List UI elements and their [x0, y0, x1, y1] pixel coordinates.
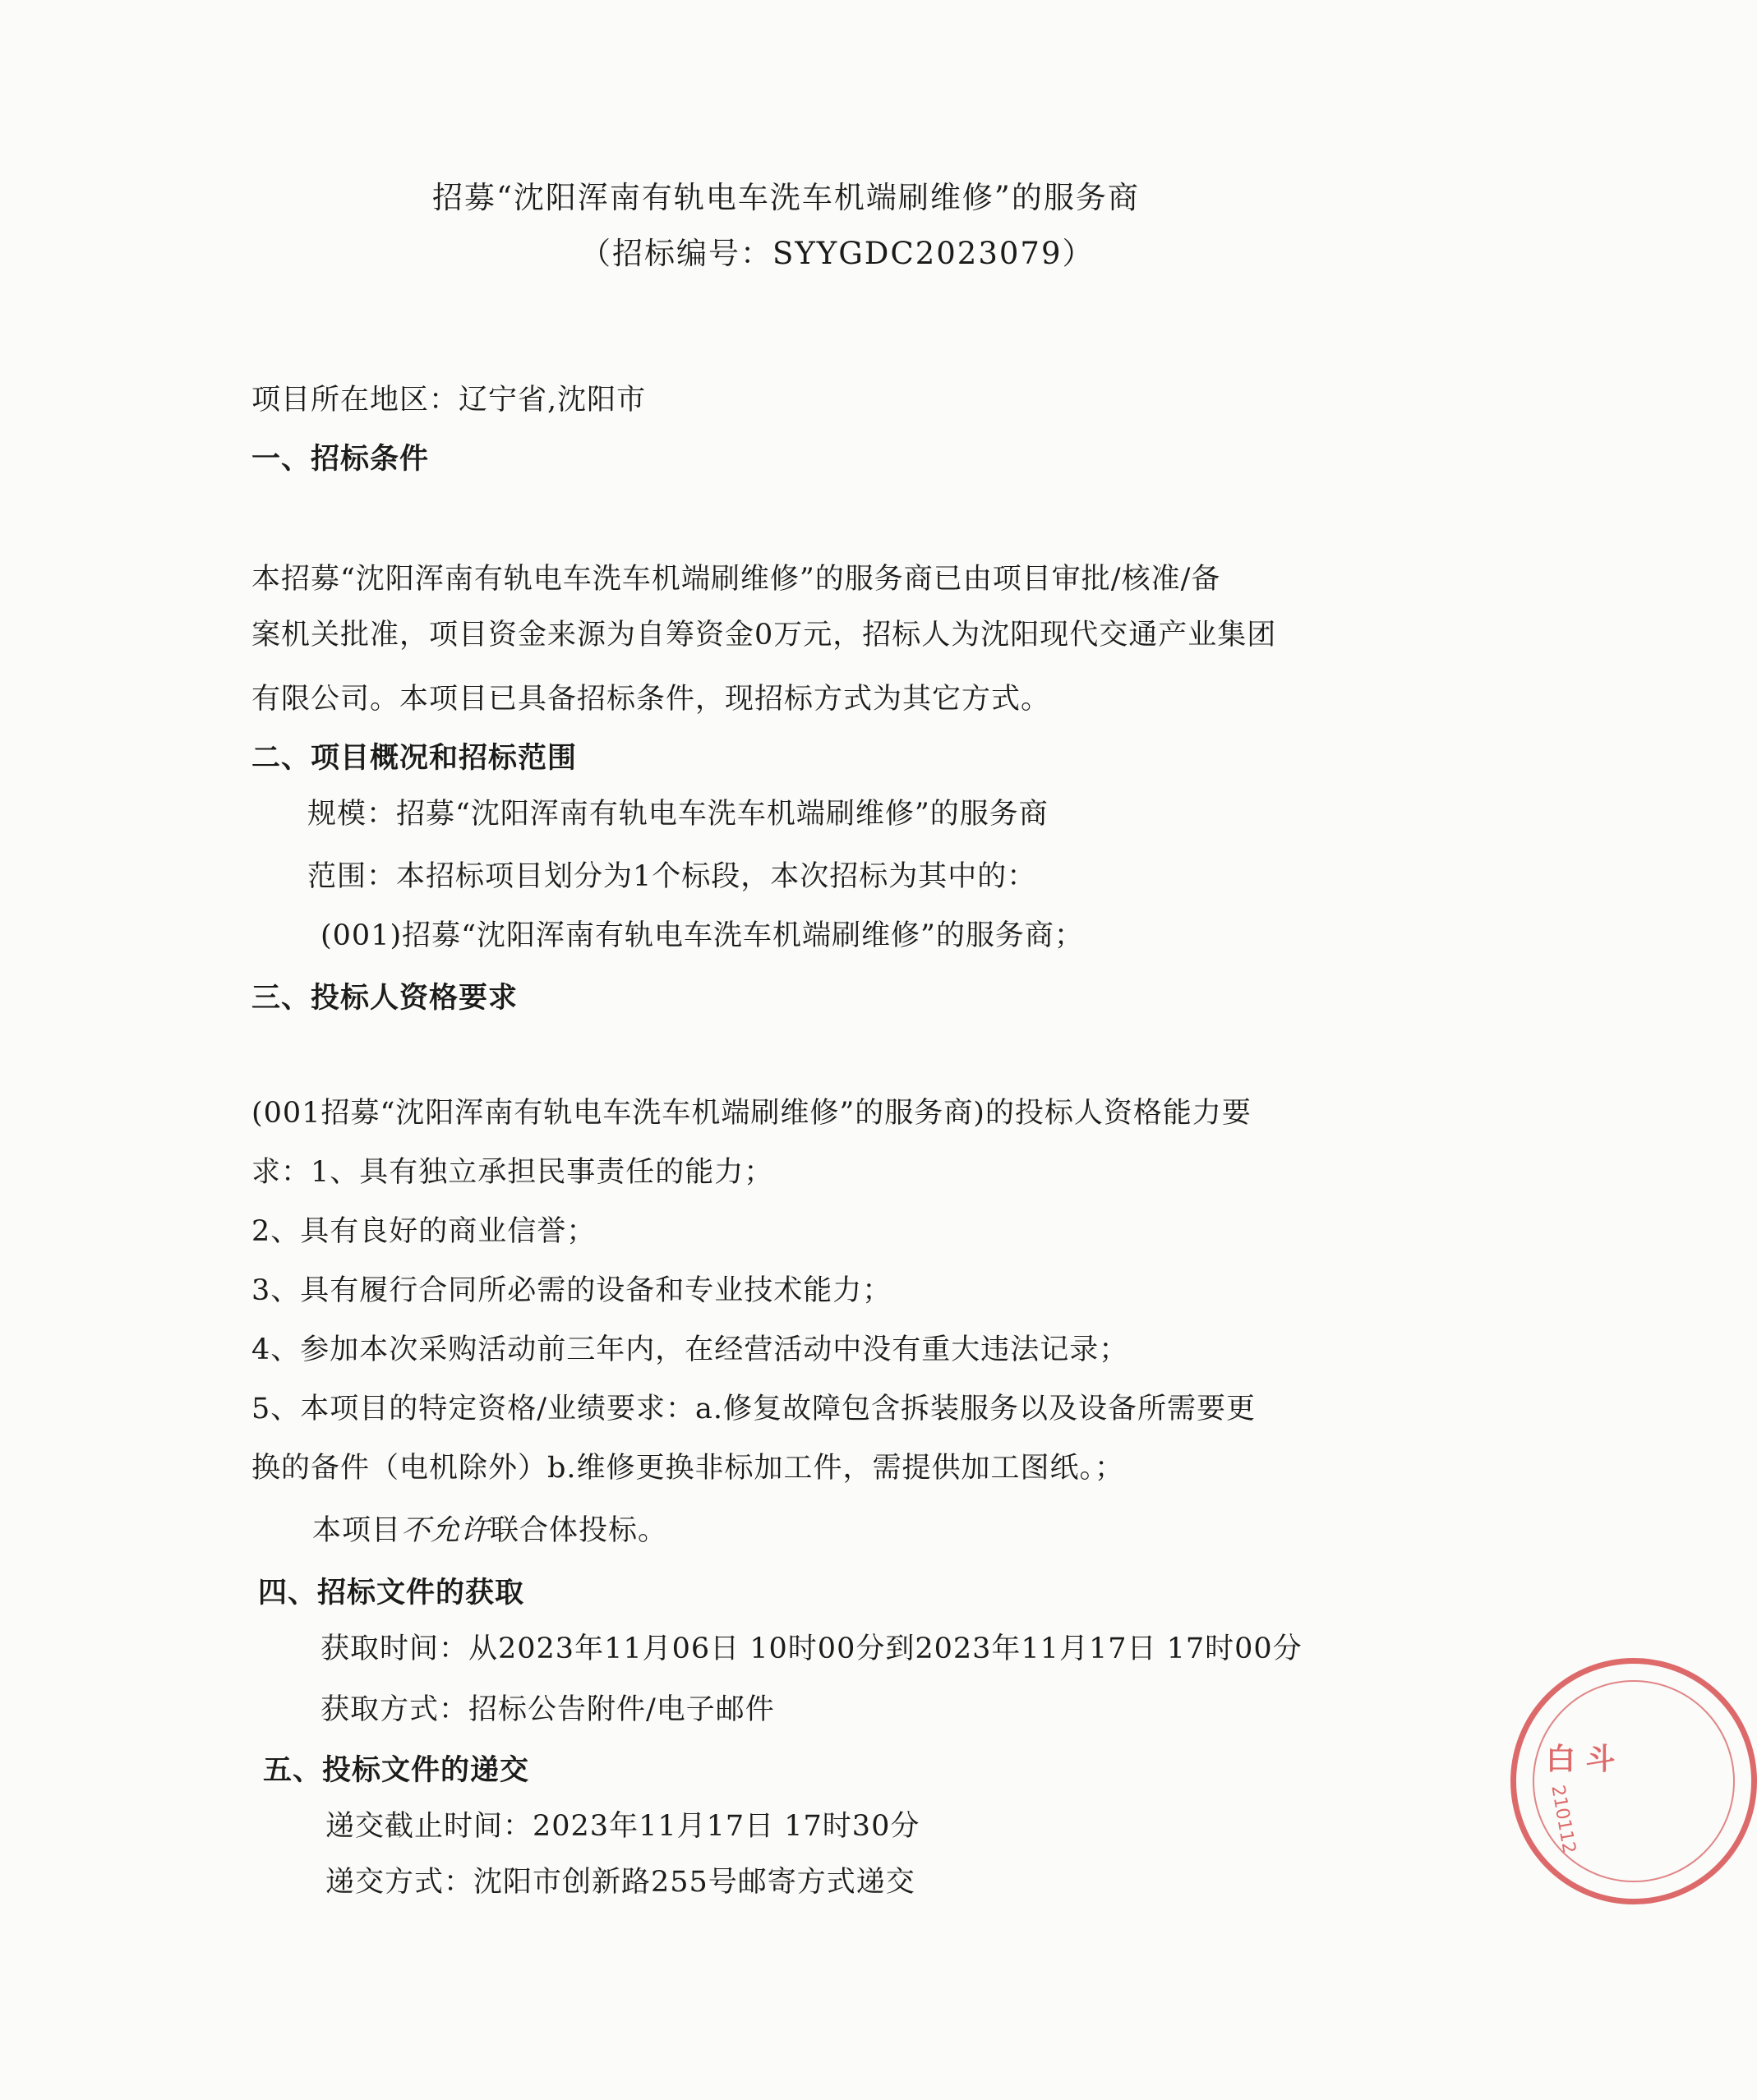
section-3-requirement: 求：1、具有独立承担民事责任的能力；	[251, 1156, 774, 1189]
section-3-requirement: 4、参加本次采购活动前三年内，在经营活动中没有重大违法记录；	[251, 1333, 1129, 1366]
project-region: 项目所在地区：辽宁省,沈阳市	[251, 384, 647, 417]
consortium-suffix: 联合体投标。	[490, 1514, 668, 1547]
section-3-requirement: 5、本项目的特定资格/业绩要求：a.修复故障包含拆装服务以及设备所需要更	[251, 1393, 1257, 1425]
section-1-paragraph: 本招募“沈阳浑南有轨电车洗车机端刷维修”的服务商已由项目审批/核准/备	[251, 563, 1221, 596]
seal-text: 白 斗	[1546, 1743, 1616, 1776]
section-4-method: 获取方式：招标公告附件/电子邮件	[321, 1693, 775, 1726]
section-5-method: 递交方式：沈阳市创新路255号邮寄方式递交	[325, 1866, 915, 1899]
section-3-consortium-note	[312, 1512, 667, 1550]
section-2-scope: 范围：本招标项目划分为1个标段，本次招标为其中的：	[307, 860, 1037, 893]
section-2-lot: (001)招募“沈阳浑南有轨电车洗车机端刷维修”的服务商；	[321, 919, 1084, 952]
document-title: 招募“沈阳浑南有轨电车洗车机端刷维修”的服务商	[432, 180, 1140, 215]
section-5-heading: 五、投标文件的递交	[263, 1753, 530, 1787]
official-seal	[1510, 1658, 1757, 1904]
section-1-heading: 一、招标条件	[251, 442, 430, 476]
section-5-deadline: 递交截止时间：2023年11月17日 17时30分	[325, 1810, 920, 1843]
section-3-requirement: 3、具有履行合同所必需的设备和专业技术能力；	[251, 1274, 892, 1307]
section-2-heading: 二、项目概况和招标范围	[251, 741, 578, 775]
bid-number: （招标编号：SYYGDC2023079）	[580, 236, 1095, 271]
section-3-paragraph: (001招募“沈阳浑南有轨电车洗车机端刷维修”的服务商)的投标人资格能力要	[251, 1097, 1252, 1130]
section-3-heading: 三、投标人资格要求	[251, 981, 519, 1015]
section-1-paragraph: 案机关批准，项目资金来源为自筹资金0万元，招标人为沈阳现代交通产业集团	[251, 619, 1277, 652]
section-1-paragraph: 有限公司。本项目已具备招标条件，现招标方式为其它方式。	[251, 683, 1051, 716]
seal-code: 210112	[1547, 1784, 1579, 1856]
section-3-requirement: 换的备件（电机除外）b.维修更换非标加工件，需提供加工图纸。；	[251, 1452, 1125, 1485]
section-3-requirement: 2、具有良好的商业信誉；	[251, 1215, 597, 1248]
section-4-time: 获取时间：从2023年11月06日 10时00分到2023年11月17日 17时00分	[321, 1633, 1303, 1665]
consortium-not-allowed: 不允许	[401, 1514, 491, 1547]
section-2-scale: 规模：招募“沈阳浑南有轨电车洗车机端刷维修”的服务商	[307, 798, 1049, 831]
section-4-heading: 四、招标文件的获取	[258, 1576, 525, 1610]
consortium-prefix: 本项目	[312, 1514, 402, 1547]
